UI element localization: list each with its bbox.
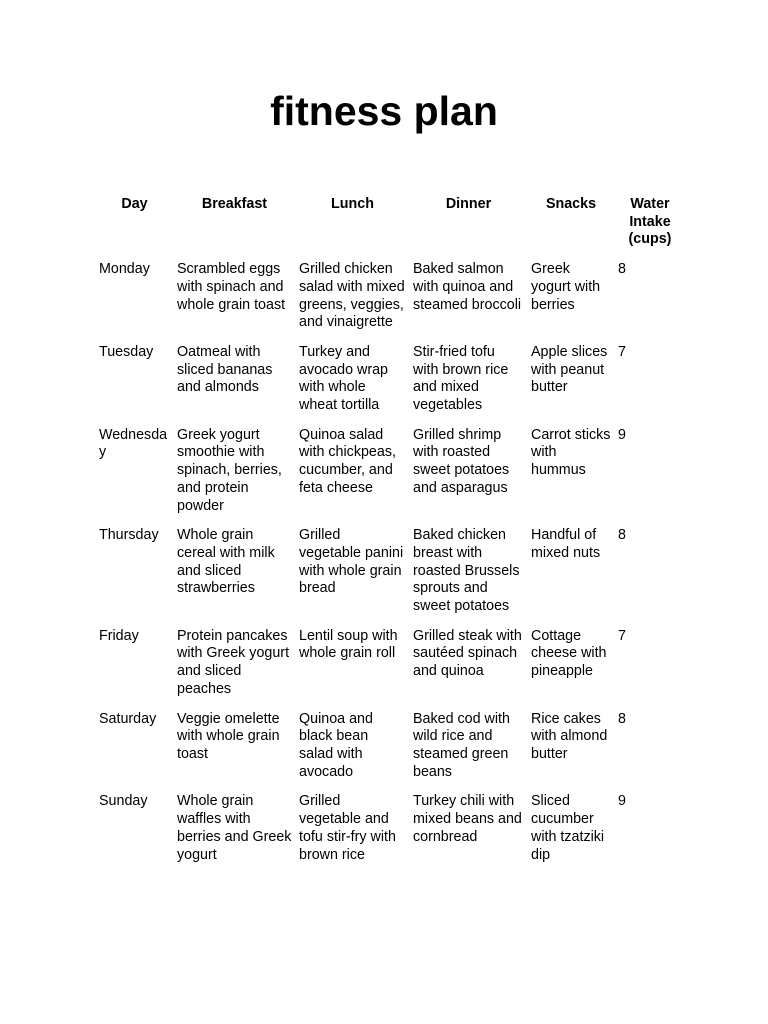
cell-water: 9	[618, 426, 626, 443]
cell-snacks: Cottage cheese with pineapple	[531, 627, 607, 680]
cell-dinner: Baked chicken breast with roasted Brussels sprouts and sweet potatoes	[413, 527, 520, 615]
cell-breakfast: Oatmeal with sliced bananas and almonds	[177, 343, 273, 396]
cell-dinner: Turkey chili with mixed beans and cornbread	[413, 793, 522, 845]
table-row	[92, 793, 682, 876]
cell-water: 8	[618, 527, 626, 544]
header-day: Day	[121, 196, 148, 212]
table-body	[92, 261, 682, 876]
cell-breakfast: Greek yogurt smoothie with spinach, berries, and protein powder	[177, 426, 282, 514]
cell-water: 8	[618, 710, 626, 727]
cell-water: 8	[618, 261, 626, 278]
table-row	[92, 427, 682, 528]
cell-dinner: Baked salmon with quinoa and steamed broccoli	[413, 261, 522, 313]
cell-dinner: Grilled shrimp with roasted sweet potatoes and asparagus	[413, 426, 510, 496]
cell-breakfast: Scrambled eggs with spinach and whole grain toast	[177, 261, 286, 313]
cell-breakfast: Veggie omelette with whole grain toast	[177, 710, 280, 762]
cell-snacks: Carrot sticks with hummus	[531, 426, 611, 479]
header-water-intake: Water Intake (cups)	[628, 196, 672, 248]
cell-breakfast: Protein pancakes with Greek yogurt and sliced peaches	[177, 627, 290, 697]
table-row	[92, 261, 682, 344]
cell-snacks: Handful of mixed nuts	[531, 527, 601, 561]
cell-snacks: Apple slices with peanut butter	[531, 343, 608, 396]
cell-breakfast: Whole grain cereal with milk and sliced strawberries	[177, 527, 275, 597]
header-breakfast: Breakfast	[201, 196, 268, 212]
cell-day: Sunday	[99, 793, 148, 810]
cell-lunch: Lentil soup with whole grain roll	[299, 627, 398, 662]
cell-day: Wednesday	[99, 426, 168, 461]
cell-lunch: Quinoa and black bean salad with avocado	[299, 710, 373, 780]
cell-day: Saturday	[99, 710, 157, 727]
cell-day: Monday	[99, 261, 150, 278]
cell-lunch: Grilled vegetable panini with whole grain bread	[299, 527, 404, 597]
cell-snacks: Rice cakes with almond butter	[531, 710, 608, 762]
header-dinner: Dinner	[445, 196, 492, 212]
cell-day: Tuesday	[99, 343, 154, 360]
cell-lunch: Grilled chicken salad with mixed greens, veggies, and vinaigrette	[299, 261, 405, 331]
cell-breakfast: Whole grain waffles with berries and Greek yogurt	[177, 793, 292, 863]
cell-lunch: Grilled vegetable and tofu stir-fry with brown rice	[299, 793, 396, 863]
cell-water: 9	[618, 793, 626, 810]
table-header-row	[92, 192, 682, 261]
cell-water: 7	[618, 343, 626, 360]
cell-dinner: Grilled steak with sautéed spinach and quinoa	[413, 627, 522, 680]
table-row	[92, 344, 682, 427]
table-row	[92, 527, 682, 628]
table-row	[92, 711, 682, 794]
cell-snacks: Sliced cucumber with tzatziki dip	[531, 793, 605, 863]
cell-lunch: Turkey and avocado wrap with whole wheat tortilla	[299, 343, 389, 414]
cell-dinner: Stir-fried tofu with brown rice and mixed vegetables	[413, 343, 509, 414]
cell-dinner: Baked cod with wild rice and steamed green beans	[413, 710, 510, 780]
cell-snacks: Greek yogurt with berries	[531, 261, 601, 313]
page-title: fitness plan	[270, 88, 498, 134]
table-row	[92, 628, 682, 711]
cell-day: Friday	[99, 627, 139, 644]
fitness-plan-table	[92, 192, 682, 876]
cell-water: 7	[618, 627, 626, 644]
cell-day: Thursday	[99, 527, 159, 544]
cell-lunch: Quinoa salad with chickpeas, cucumber, and feta cheese	[299, 426, 396, 496]
header-lunch: Lunch	[331, 196, 374, 212]
header-snacks: Snacks	[545, 196, 597, 212]
